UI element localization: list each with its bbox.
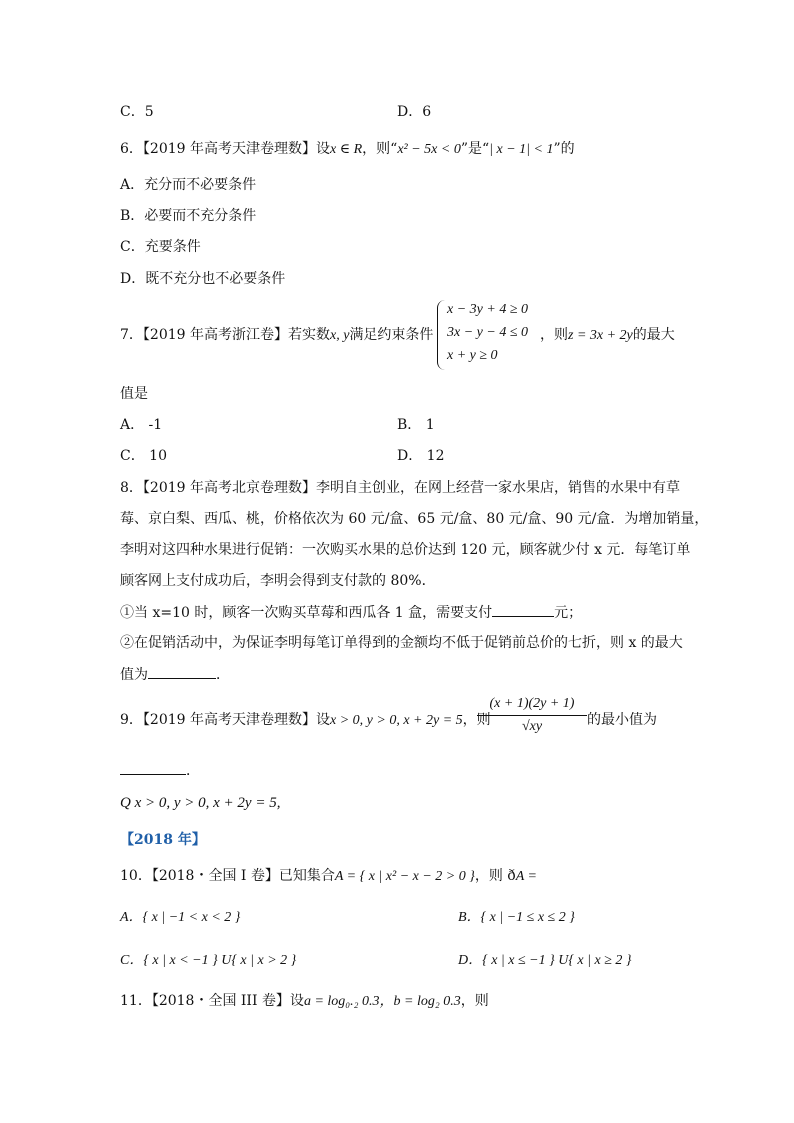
q7-mid: 满足约束条件: [349, 327, 434, 343]
q9-fraction: [477, 696, 587, 735]
q7-after: ，则: [540, 327, 568, 343]
q9-denominator: √xy: [521, 719, 543, 734]
q10-end: ，则 ð: [474, 868, 516, 884]
q6-stem: [120, 139, 575, 160]
q7-constraint-3: x + y ≥ 0: [447, 348, 498, 363]
q7-constraint-2: 3x − y − 4 ≤ 0: [447, 325, 529, 340]
q9-stem-end: 的最小值为: [587, 712, 657, 728]
q6-math2: x² − 5x < 0: [397, 142, 461, 157]
q11-end: ，则: [460, 993, 489, 1009]
q6-prefix: 6．【2019 年高考天津卷理数】设: [120, 141, 330, 157]
q6-math3: | x − 1| < 1: [489, 142, 554, 157]
q7-prefix: 7．【2019 年高考浙江卷】若实数: [120, 327, 330, 343]
q6-end: ”的: [553, 141, 575, 157]
q8-part1-text: ①当 x=10 时，顾客一次购买草莓和西瓜各 1 盒，需要支付: [120, 605, 493, 621]
q8-part1: [120, 602, 582, 623]
q6-option-b: B．必要而不充分条件: [120, 208, 257, 224]
q11-math: a = log₀.₂ 0.3，b = log₂ 0.3: [303, 994, 461, 1009]
q6-mid: ，则“: [362, 141, 398, 157]
q7-option-c: C． 10: [120, 448, 167, 464]
q7-z: z = 3x + 2y: [568, 328, 633, 343]
q10-set: A = { x | x² − x − 2 > 0 }: [334, 869, 475, 884]
q11-stem: [120, 991, 489, 1012]
q9-mid: ，则: [462, 712, 491, 728]
q8-part2-line2: [120, 664, 230, 685]
q8-part2-label: 值为: [120, 667, 148, 683]
q7-stem-right: [540, 325, 675, 346]
q7-option-a: A． -1: [120, 417, 163, 433]
q8-line1: 8．【2019 年高考北京卷理数】李明自主创业，在网上经营一家水果店，销售的水果中有草: [120, 480, 680, 496]
q8-line3: 李明对这四种水果进行促销：一次购买水果的总价达到 120 元，顾客就少付 x 元．每笔订单: [120, 542, 691, 558]
q7-stem-left: [120, 325, 433, 346]
q9-prefix: 9．【2019 年高考天津卷理数】设: [120, 712, 330, 728]
q7-option-b: B． 1: [397, 417, 435, 433]
q10-stem: [120, 866, 537, 887]
q9-answer-line: [120, 760, 200, 781]
q8-line2: 莓、京白梨、西瓜、桃，价格依次为 60 元/盒、65 元/盒、80 元/盒、90 元/盒．为增加销量，: [120, 511, 709, 527]
q6-option-c: C．充要条件: [120, 239, 201, 255]
q8-line4: 顾客网上支付成功后，李明会得到支付款的 80%．: [120, 573, 436, 589]
q9-numerator: (x + 1)(2y + 1): [477, 696, 587, 716]
q8-part1-end: 元；: [554, 605, 583, 621]
q11-prefix: 11．【2018・全国 III 卷】设: [120, 993, 304, 1009]
q6-mid2: ”是“: [460, 141, 490, 157]
q10-option-a: [120, 907, 240, 928]
q8-answer-blank-1: [492, 602, 554, 617]
q10-option-b: [458, 907, 575, 928]
q7-vars: x, y: [330, 328, 350, 343]
q9-solution-line: Q x > 0, y > 0, x + 2y = 5,: [120, 795, 281, 811]
q10-option-b-text: B．{ x | −1 ≤ x ≤ 2 }: [458, 910, 575, 925]
q5-option-d: D．6: [397, 104, 432, 120]
q6-option-d: D．既不充分也不必要条件: [120, 271, 286, 287]
q8-part2-end: ．: [216, 667, 230, 683]
q10-option-a-text: A．{ x | −1 < x < 2 }: [120, 910, 241, 925]
q7-end: 的最大: [632, 327, 675, 343]
q9-answer-end: ．: [186, 763, 200, 779]
q10-prefix: 10．【2018・全国 I 卷】已知集合: [120, 868, 335, 884]
section-2018-heading: 【2018 年】: [120, 832, 206, 848]
q10-option-d: [458, 950, 631, 971]
q8-part2: ②在促销活动中，为保证李明每笔订单得到的金额均不低于促销前总价的七折，则 x 的最大: [120, 635, 683, 651]
q10-option-d-text: D．{ x | x ≤ −1 } U{ x | x ≥ 2 }: [458, 953, 632, 968]
q10-option-c-text: C．{ x | x < −1 } U{ x | x > 2 }: [120, 953, 297, 968]
q6-option-a: A．充分而不必要条件: [120, 177, 257, 193]
q7-constraint-1: x − 3y + 4 ≥ 0: [447, 302, 529, 317]
q9-math: x > 0, y > 0, x + 2y = 5: [330, 713, 463, 728]
q9-answer-blank: [120, 760, 186, 775]
q7-stem-line2: 值是: [120, 386, 148, 402]
q10-end2: A =: [515, 869, 537, 884]
q8-answer-blank-2: [148, 664, 216, 679]
q7-option-d: D． 12: [397, 448, 445, 464]
q5-option-c: C．5: [120, 104, 154, 120]
q6-math1: x ∈ R: [330, 142, 363, 157]
q9-stem-left: [120, 710, 491, 731]
q10-option-c: [120, 950, 296, 971]
